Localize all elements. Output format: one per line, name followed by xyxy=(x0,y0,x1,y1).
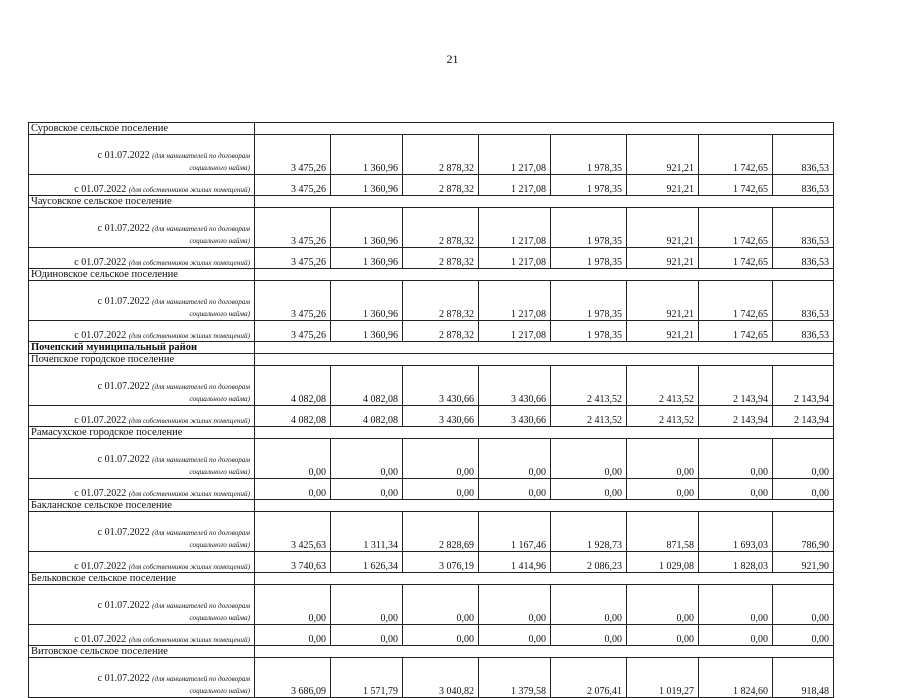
tariff-value-cell: 836,53 xyxy=(773,208,834,248)
settlement-row xyxy=(29,196,834,208)
tenant-tariff-row xyxy=(29,512,834,552)
owner-row-label xyxy=(29,552,255,573)
tenant-tariff-row xyxy=(29,366,834,406)
tariff-value-cell: 1 360,96 xyxy=(331,248,403,269)
tariff-value-cell: 921,21 xyxy=(627,208,699,248)
tariff-value-cell: 1 742,65 xyxy=(699,321,773,342)
tariff-value-cell: 0,00 xyxy=(551,625,627,646)
settlement-row xyxy=(29,123,834,135)
tariff-value-cell: 0,00 xyxy=(403,479,479,500)
district-name: Почепский муниципальный район xyxy=(29,342,255,354)
tariff-value-cell: 3 686,09 xyxy=(255,658,331,698)
tariff-value-cell: 0,00 xyxy=(479,439,551,479)
tariff-value-cell: 0,00 xyxy=(331,439,403,479)
tariff-value-cell: 1 217,08 xyxy=(479,281,551,321)
tariff-value-cell: 1 978,35 xyxy=(551,208,627,248)
owner-note: (для собственников жилых помещений) xyxy=(128,490,250,498)
tariff-value-cell: 2 828,69 xyxy=(403,512,479,552)
owner-note: (для собственников жилых помещений) xyxy=(128,636,250,644)
tariff-value-cell: 1 742,65 xyxy=(699,281,773,321)
period-text: с 01.07.2022 xyxy=(74,257,129,268)
tariff-value-cell: 3 475,26 xyxy=(255,135,331,175)
owner-note: (для собственников жилых помещений) xyxy=(128,332,250,340)
period-text: с 01.07.2022 xyxy=(74,184,129,195)
tariff-value-cell: 2 143,94 xyxy=(699,406,773,427)
tariff-value-cell: 0,00 xyxy=(551,585,627,625)
settlement-name: Юдиновское сельское поселение xyxy=(29,269,255,281)
district-heading-row xyxy=(29,342,834,354)
tariff-value-cell: 1 828,03 xyxy=(699,552,773,573)
period-text: с 01.07.2022 xyxy=(74,561,129,572)
period-text: с 01.07.2022 xyxy=(74,330,129,341)
tariff-value-cell: 1 379,58 xyxy=(479,658,551,698)
settlement-name: Бельковское сельское поселение xyxy=(29,573,255,585)
tenant-note: (для нанимателей по договорам xyxy=(152,383,250,391)
tariff-value-cell: 1 978,35 xyxy=(551,248,627,269)
settlement-name: Чаусовское сельское поселение xyxy=(29,196,255,208)
tariff-value-cell: 2 413,52 xyxy=(551,366,627,406)
tariff-value-cell: 921,21 xyxy=(627,248,699,269)
tariff-value-cell: 0,00 xyxy=(255,585,331,625)
settlement-row-filler xyxy=(255,196,834,208)
tariff-value-cell: 0,00 xyxy=(331,479,403,500)
settlement-row xyxy=(29,500,834,512)
tariff-value-cell: 2 413,52 xyxy=(627,406,699,427)
tariff-value-cell: 4 082,08 xyxy=(331,366,403,406)
tenant-tariff-row xyxy=(29,439,834,479)
tariff-value-cell: 921,21 xyxy=(627,281,699,321)
tariff-value-cell: 1 414,96 xyxy=(479,552,551,573)
tariff-value-cell: 0,00 xyxy=(627,439,699,479)
tariff-value-cell: 0,00 xyxy=(255,625,331,646)
owner-note: (для собственников жилых помещений) xyxy=(128,417,250,425)
tariff-value-cell: 0,00 xyxy=(255,479,331,500)
tariff-value-cell: 0,00 xyxy=(773,479,834,500)
tenant-row-label xyxy=(29,585,255,625)
tariff-value-cell: 1 742,65 xyxy=(699,208,773,248)
tariff-value-cell: 1 978,35 xyxy=(551,281,627,321)
tariff-value-cell: 0,00 xyxy=(627,625,699,646)
tariff-value-cell: 0,00 xyxy=(773,439,834,479)
tariff-value-cell: 1 217,08 xyxy=(479,248,551,269)
owner-tariff-row xyxy=(29,406,834,427)
tenant-tariff-row xyxy=(29,208,834,248)
tariff-value-cell: 0,00 xyxy=(627,585,699,625)
tariff-value-cell: 921,21 xyxy=(627,135,699,175)
tariff-value-cell: 0,00 xyxy=(479,625,551,646)
period-text: с 01.07.2022 xyxy=(97,296,153,307)
tariff-value-cell: 2 143,94 xyxy=(773,406,834,427)
tariff-value-cell: 3 475,26 xyxy=(255,248,331,269)
tariff-value-cell: 2 413,52 xyxy=(551,406,627,427)
owner-row-label xyxy=(29,321,255,342)
tariff-value-cell: 0,00 xyxy=(331,585,403,625)
tariff-value-cell: 1 360,96 xyxy=(331,208,403,248)
settlement-row-filler xyxy=(255,342,834,354)
tenant-note-line2: социального найма) xyxy=(189,468,250,476)
tariff-value-cell: 921,90 xyxy=(773,552,834,573)
tariff-value-cell: 1 742,65 xyxy=(699,175,773,196)
settlement-name: Витовское сельское поселение xyxy=(29,646,255,658)
settlement-name: Суровское сельское поселение xyxy=(29,123,255,135)
tariff-value-cell: 0,00 xyxy=(403,625,479,646)
settlement-row-filler xyxy=(255,500,834,512)
tariff-table-body xyxy=(29,123,834,698)
tariff-value-cell: 1 029,08 xyxy=(627,552,699,573)
tariff-value-cell: 4 082,08 xyxy=(331,406,403,427)
tenant-row-label xyxy=(29,439,255,479)
tariff-value-cell: 1 311,34 xyxy=(331,512,403,552)
owner-row-label xyxy=(29,625,255,646)
tariff-value-cell: 2 878,32 xyxy=(403,321,479,342)
owner-tariff-row xyxy=(29,552,834,573)
tenant-note: (для нанимателей по договорам xyxy=(152,529,250,537)
tariff-value-cell: 1 019,27 xyxy=(627,658,699,698)
tariff-value-cell: 2 878,32 xyxy=(403,175,479,196)
settlement-row xyxy=(29,427,834,439)
tariff-value-cell: 2 878,32 xyxy=(403,208,479,248)
tariff-value-cell: 3 430,66 xyxy=(479,406,551,427)
owner-tariff-row xyxy=(29,479,834,500)
tariff-value-cell: 0,00 xyxy=(479,585,551,625)
tariff-value-cell: 786,90 xyxy=(773,512,834,552)
period-text: с 01.07.2022 xyxy=(97,527,153,538)
tenant-note: (для нанимателей по договорам xyxy=(152,298,250,306)
settlement-row xyxy=(29,354,834,366)
tariff-value-cell: 1 978,35 xyxy=(551,135,627,175)
tariff-value-cell: 1 571,79 xyxy=(331,658,403,698)
tenant-tariff-row xyxy=(29,585,834,625)
tenant-row-label xyxy=(29,366,255,406)
tariff-value-cell: 2 143,94 xyxy=(699,366,773,406)
tenant-note-line2: социального найма) xyxy=(189,541,250,549)
tariff-value-cell: 3 475,26 xyxy=(255,175,331,196)
tenant-row-label xyxy=(29,658,255,698)
tenant-note: (для нанимателей по договорам xyxy=(152,602,250,610)
tariff-value-cell: 921,21 xyxy=(627,321,699,342)
tariff-value-cell: 1 360,96 xyxy=(331,135,403,175)
tariff-value-cell: 1 742,65 xyxy=(699,135,773,175)
tenant-note-line2: социального найма) xyxy=(189,687,250,695)
settlement-row xyxy=(29,269,834,281)
tariff-value-cell: 1 217,08 xyxy=(479,175,551,196)
tariff-value-cell: 1 360,96 xyxy=(331,175,403,196)
tenant-note: (для нанимателей по договорам xyxy=(152,675,250,683)
owner-tariff-row xyxy=(29,175,834,196)
tariff-value-cell: 1 824,60 xyxy=(699,658,773,698)
tariff-value-cell: 1 693,03 xyxy=(699,512,773,552)
tariff-value-cell: 0,00 xyxy=(699,479,773,500)
tenant-row-label xyxy=(29,135,255,175)
tariff-value-cell: 0,00 xyxy=(699,439,773,479)
tariff-table xyxy=(28,122,834,698)
tariff-value-cell: 2 878,32 xyxy=(403,135,479,175)
settlement-row-filler xyxy=(255,269,834,281)
tariff-value-cell: 3 475,26 xyxy=(255,208,331,248)
tariff-value-cell: 1 167,46 xyxy=(479,512,551,552)
tariff-value-cell: 918,48 xyxy=(773,658,834,698)
owner-tariff-row xyxy=(29,625,834,646)
period-text: с 01.07.2022 xyxy=(97,150,153,161)
tariff-value-cell: 2 076,41 xyxy=(551,658,627,698)
tariff-value-cell: 836,53 xyxy=(773,175,834,196)
owner-note: (для собственников жилых помещений) xyxy=(128,563,250,571)
tariff-value-cell: 2 086,23 xyxy=(551,552,627,573)
settlement-row xyxy=(29,646,834,658)
settlement-row-filler xyxy=(255,573,834,585)
tariff-value-cell: 0,00 xyxy=(627,479,699,500)
tenant-note: (для нанимателей по договорам xyxy=(152,152,250,160)
settlement-name: Бакланское сельское поселение xyxy=(29,500,255,512)
tariff-value-cell: 0,00 xyxy=(699,585,773,625)
tariff-value-cell: 3 430,66 xyxy=(403,366,479,406)
tariff-value-cell: 1 978,35 xyxy=(551,175,627,196)
tenant-note-line2: социального найма) xyxy=(189,164,250,172)
tariff-value-cell: 0,00 xyxy=(403,439,479,479)
settlement-row-filler xyxy=(255,427,834,439)
tariff-value-cell: 3 425,63 xyxy=(255,512,331,552)
tariff-value-cell: 0,00 xyxy=(551,479,627,500)
tariff-value-cell: 921,21 xyxy=(627,175,699,196)
tariff-value-cell: 2 143,94 xyxy=(773,366,834,406)
tariff-value-cell: 4 082,08 xyxy=(255,366,331,406)
tariff-value-cell: 3 076,19 xyxy=(403,552,479,573)
tariff-value-cell: 836,53 xyxy=(773,248,834,269)
tenant-note-line2: социального найма) xyxy=(189,237,250,245)
tariff-value-cell: 871,58 xyxy=(627,512,699,552)
tariff-value-cell: 2 413,52 xyxy=(627,366,699,406)
tariff-value-cell: 1 217,08 xyxy=(479,321,551,342)
owner-row-label xyxy=(29,248,255,269)
tariff-value-cell: 836,53 xyxy=(773,321,834,342)
tariff-value-cell: 3 475,26 xyxy=(255,321,331,342)
period-text: с 01.07.2022 xyxy=(97,600,153,611)
owner-row-label xyxy=(29,479,255,500)
tenant-tariff-row xyxy=(29,135,834,175)
settlement-name: Почепское городское поселение xyxy=(29,354,255,366)
period-text: с 01.07.2022 xyxy=(74,415,129,426)
settlement-row xyxy=(29,573,834,585)
settlement-row-filler xyxy=(255,123,834,135)
period-text: с 01.07.2022 xyxy=(97,673,153,684)
tenant-note-line2: социального найма) xyxy=(189,614,250,622)
tariff-value-cell: 3 040,82 xyxy=(403,658,479,698)
tariff-value-cell: 836,53 xyxy=(773,281,834,321)
settlement-row-filler xyxy=(255,354,834,366)
tenant-note: (для нанимателей по договорам xyxy=(152,225,250,233)
tariff-value-cell: 4 082,08 xyxy=(255,406,331,427)
tenant-note-line2: социального найма) xyxy=(189,310,250,318)
owner-tariff-row xyxy=(29,248,834,269)
period-text: с 01.07.2022 xyxy=(97,454,153,465)
tariff-value-cell: 1 928,73 xyxy=(551,512,627,552)
tenant-tariff-row xyxy=(29,281,834,321)
owner-row-label xyxy=(29,406,255,427)
tariff-value-cell: 0,00 xyxy=(403,585,479,625)
owner-note: (для собственников жилых помещений) xyxy=(128,186,250,194)
tariff-value-cell: 1 217,08 xyxy=(479,135,551,175)
tariff-value-cell: 1 742,65 xyxy=(699,248,773,269)
settlement-name: Рамасухское городское поселение xyxy=(29,427,255,439)
tariff-value-cell: 0,00 xyxy=(479,479,551,500)
tenant-row-label xyxy=(29,208,255,248)
tariff-value-cell: 836,53 xyxy=(773,135,834,175)
tariff-value-cell: 0,00 xyxy=(699,625,773,646)
tariff-value-cell: 1 978,35 xyxy=(551,321,627,342)
tariff-value-cell: 3 740,63 xyxy=(255,552,331,573)
period-text: с 01.07.2022 xyxy=(74,634,129,645)
tariff-value-cell: 0,00 xyxy=(331,625,403,646)
owner-row-label xyxy=(29,175,255,196)
tariff-value-cell: 2 878,32 xyxy=(403,248,479,269)
period-text: с 01.07.2022 xyxy=(97,381,153,392)
tariff-value-cell: 0,00 xyxy=(773,625,834,646)
settlement-row-filler xyxy=(255,646,834,658)
owner-tariff-row xyxy=(29,321,834,342)
tenant-row-label xyxy=(29,281,255,321)
page-number: 21 xyxy=(446,52,459,66)
tenant-note-line2: социального найма) xyxy=(189,395,250,403)
tariff-value-cell: 1 360,96 xyxy=(331,281,403,321)
tariff-value-cell: 0,00 xyxy=(255,439,331,479)
tenant-tariff-row xyxy=(29,658,834,698)
tariff-value-cell: 3 430,66 xyxy=(403,406,479,427)
tenant-note: (для нанимателей по договорам xyxy=(152,456,250,464)
tariff-value-cell: 2 878,32 xyxy=(403,281,479,321)
tariff-value-cell: 3 430,66 xyxy=(479,366,551,406)
tariff-value-cell: 0,00 xyxy=(551,439,627,479)
owner-note: (для собственников жилых помещений) xyxy=(128,259,250,267)
tariff-value-cell: 1 626,34 xyxy=(331,552,403,573)
tariff-value-cell: 1 360,96 xyxy=(331,321,403,342)
tariff-value-cell: 1 217,08 xyxy=(479,208,551,248)
period-text: с 01.07.2022 xyxy=(74,488,129,499)
tenant-row-label xyxy=(29,512,255,552)
tariff-value-cell: 3 475,26 xyxy=(255,281,331,321)
tariff-value-cell: 0,00 xyxy=(773,585,834,625)
period-text: с 01.07.2022 xyxy=(97,223,153,234)
